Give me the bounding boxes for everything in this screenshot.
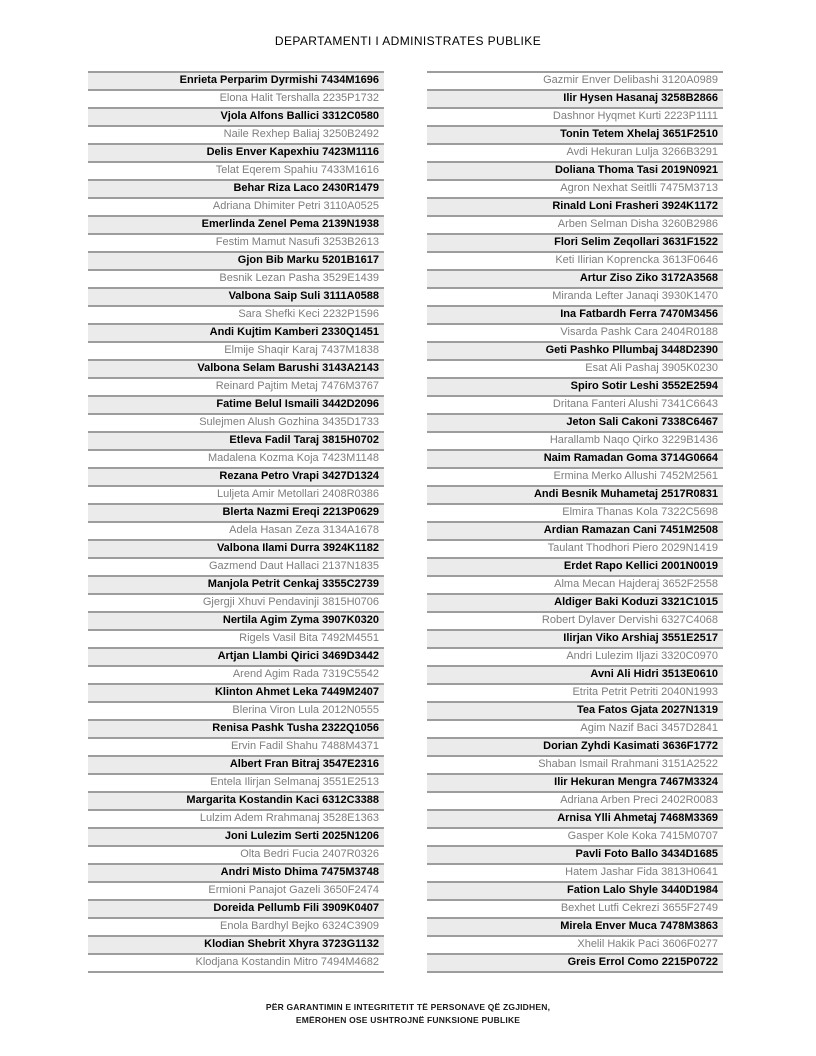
list-item: Andri Misto Dhima 7475M3748	[88, 865, 384, 883]
list-item: Enola Bardhyl Bejko 6324C3909	[88, 919, 384, 937]
list-item: Arben Selman Disha 3260B2986	[427, 217, 723, 235]
list-item: Esat Ali Pashaj 3905K0230	[427, 361, 723, 379]
list-item: Dritana Fanteri Alushi 7341C6643	[427, 397, 723, 415]
list-item: Entela Ilirjan Selmanaj 3551E2513	[88, 775, 384, 793]
list-item: Gasper Kole Koka 7415M0707	[427, 829, 723, 847]
list-item: Agim Nazif Baci 3457D2841	[427, 721, 723, 739]
list-item: Xhelil Hakik Paci 3606F0277	[427, 937, 723, 955]
name-list-column-left	[88, 71, 384, 973]
list-item: Pavli Foto Ballo 3434D1685	[427, 847, 723, 865]
list-item: Enrieta Perparim Dyrmishi 7434M1696	[88, 73, 384, 91]
list-item: Etleva Fadil Taraj 3815H0702	[88, 433, 384, 451]
list-item: Miranda Lefter Janaqi 3930K1470	[427, 289, 723, 307]
name-list-column-right	[427, 71, 723, 973]
list-item: Elona Halit Tershalla 2235P1732	[88, 91, 384, 109]
list-item: Rinald Loni Frasheri 3924K1172	[427, 199, 723, 217]
list-item: Hatem Jashar Fida 3813H0641	[427, 865, 723, 883]
list-item: Jeton Sali Cakoni 7338C6467	[427, 415, 723, 433]
list-item: Sara Shefki Keci 2232P1596	[88, 307, 384, 325]
list-item: Andi Kujtim Kamberi 2330Q1451	[88, 325, 384, 343]
list-item: Ilir Hekuran Mengra 7467M3324	[427, 775, 723, 793]
list-item: Klodian Shebrit Xhyra 3723G1132	[88, 937, 384, 955]
list-item: Ina Fatbardh Ferra 7470M3456	[427, 307, 723, 325]
list-item: Margarita Kostandin Kaci 6312C3388	[88, 793, 384, 811]
list-item: Alma Mecan Hajderaj 3652F2558	[427, 577, 723, 595]
list-item: Greis Errol Como 2215P0722	[427, 955, 723, 973]
list-item: Avni Ali Hidri 3513E0610	[427, 667, 723, 685]
list-item: Spiro Sotir Leshi 3552E2594	[427, 379, 723, 397]
list-item: Ermina Merko Allushi 7452M2561	[427, 469, 723, 487]
list-item: Telat Eqerem Spahiu 7433M1616	[88, 163, 384, 181]
list-item: Lulzim Adem Rrahmanaj 3528E1363	[88, 811, 384, 829]
list-item: Tea Fatos Gjata 2027N1319	[427, 703, 723, 721]
list-item: Gazmend Daut Hallaci 2137N1835	[88, 559, 384, 577]
list-item: Tonin Tetem Xhelaj 3651F2510	[427, 127, 723, 145]
list-item: Manjola Petrit Cenkaj 3355C2739	[88, 577, 384, 595]
list-item: Adriana Arben Preci 2402R0083	[427, 793, 723, 811]
list-item: Albert Fran Bitraj 3547E2316	[88, 757, 384, 775]
list-item: Ardian Ramazan Cani 7451M2508	[427, 523, 723, 541]
list-item: Artjan Llambi Qirici 3469D3442	[88, 649, 384, 667]
list-item: Ilir Hysen Hasanaj 3258B2866	[427, 91, 723, 109]
list-item: Luljeta Amir Metollari 2408R0386	[88, 487, 384, 505]
list-item: Bexhet Lutfi Cekrezi 3655F2749	[427, 901, 723, 919]
list-item: Klodjana Kostandin Mitro 7494M4682	[88, 955, 384, 973]
list-item: Erdet Rapo Kellici 2001N0019	[427, 559, 723, 577]
list-item: Klinton Ahmet Leka 7449M2407	[88, 685, 384, 703]
list-item: Flori Selim Zeqollari 3631F1522	[427, 235, 723, 253]
list-item: Delis Enver Kapexhiu 7423M1116	[88, 145, 384, 163]
list-item: Naile Rexhep Baliaj 3250B2492	[88, 127, 384, 145]
list-item: Valbona Selam Barushi 3143A2143	[88, 361, 384, 379]
list-item: Behar Riza Laco 2430R1479	[88, 181, 384, 199]
list-item: Fatime Belul Ismaili 3442D2096	[88, 397, 384, 415]
list-item: Sulejmen Alush Gozhina 3435D1733	[88, 415, 384, 433]
list-item: Ilirjan Viko Arshiaj 3551E2517	[427, 631, 723, 649]
list-item: Arnisa Ylli Ahmetaj 7468M3369	[427, 811, 723, 829]
list-item: Dashnor Hyqmet Kurti 2223P1111	[427, 109, 723, 127]
list-item: Taulant Thodhori Piero 2029N1419	[427, 541, 723, 559]
footer-line-1: PËR GARANTIMIN E INTEGRITETIT TË PERSONAVE QË ZGJIDHEN,	[265, 1002, 551, 1012]
list-item: Adela Hasan Zeza 3134A1678	[88, 523, 384, 541]
list-item: Adriana Dhimiter Petri 3110A0525	[88, 199, 384, 217]
list-item: Joni Lulezim Serti 2025N1206	[88, 829, 384, 847]
list-item: Visarda Pashk Cara 2404R0188	[427, 325, 723, 343]
list-item: Aldiger Baki Koduzi 3321C1015	[427, 595, 723, 613]
list-item: Ermioni Panajot Gazeli 3650F2474	[88, 883, 384, 901]
list-item: Reinard Pajtim Metaj 7476M3767	[88, 379, 384, 397]
list-item: Doliana Thoma Tasi 2019N0921	[427, 163, 723, 181]
list-item: Gazmir Enver Delibashi 3120A0989	[427, 73, 723, 91]
list-item: Geti Pashko Pllumbaj 3448D2390	[427, 343, 723, 361]
list-item: Naim Ramadan Goma 3714G0664	[427, 451, 723, 469]
list-item: Doreida Pellumb Fili 3909K0407	[88, 901, 384, 919]
list-item: Emerlinda Zenel Pema 2139N1938	[88, 217, 384, 235]
list-item: Festim Mamut Nasufi 3253B2613	[88, 235, 384, 253]
list-item: Avdi Hekuran Lulja 3266B3291	[427, 145, 723, 163]
list-item: Ervin Fadil Shahu 7488M4371	[88, 739, 384, 757]
list-item: Rezana Petro Vrapi 3427D1324	[88, 469, 384, 487]
list-item: Madalena Kozma Koja 7423M1148	[88, 451, 384, 469]
list-item: Valbona Ilami Durra 3924K1182	[88, 541, 384, 559]
list-item: Gjergji Xhuvi Pendavinji 3815H0706	[88, 595, 384, 613]
list-item: Elmije Shaqir Karaj 7437M1838	[88, 343, 384, 361]
list-item: Mirela Enver Muca 7478M3863	[427, 919, 723, 937]
page-title: DEPARTAMENTI I ADMINISTRATES PUBLIKE	[274, 34, 542, 48]
list-item: Andri Lulezim Iljazi 3320C0970	[427, 649, 723, 667]
list-item: Dorian Zyhdi Kasimati 3636F1772	[427, 739, 723, 757]
list-item: Andi Besnik Muhametaj 2517R0831	[427, 487, 723, 505]
name-list	[88, 71, 723, 973]
list-item: Blerta Nazmi Ereqi 2213P0629	[88, 505, 384, 523]
list-item: Harallamb Naqo Qirko 3229B1436	[427, 433, 723, 451]
list-item: Valbona Saip Suli 3111A0588	[88, 289, 384, 307]
footer-line-2: EMËROHEN OSE USHTROJNË FUNKSIONE PUBLIKE	[295, 1015, 521, 1025]
list-item: Shaban Ismail Rrahmani 3151A2522	[427, 757, 723, 775]
list-item: Artur Ziso Ziko 3172A3568	[427, 271, 723, 289]
list-item: Besnik Lezan Pasha 3529E1439	[88, 271, 384, 289]
list-item: Blerina Viron Lula 2012N0555	[88, 703, 384, 721]
list-item: Rigels Vasil Bita 7492M4551	[88, 631, 384, 649]
list-item: Robert Dylaver Dervishi 6327C4068	[427, 613, 723, 631]
list-item: Olta Bedri Fucia 2407R0326	[88, 847, 384, 865]
list-item: Agron Nexhat Seitlli 7475M3713	[427, 181, 723, 199]
list-item: Vjola Alfons Ballici 3312C0580	[88, 109, 384, 127]
list-item: Renisa Pashk Tusha 2322Q1056	[88, 721, 384, 739]
footer-note	[0, 1001, 816, 1027]
list-item: Gjon Bib Marku 5201B1617	[88, 253, 384, 271]
list-item: Arend Agim Rada 7319C5542	[88, 667, 384, 685]
list-item: Etrita Petrit Petriti 2040N1993	[427, 685, 723, 703]
list-item: Nertila Agim Zyma 3907K0320	[88, 613, 384, 631]
list-item: Keti Ilirian Koprencka 3613F0646	[427, 253, 723, 271]
list-item: Elmira Thanas Kola 7322C5698	[427, 505, 723, 523]
list-item: Fation Lalo Shyle 3440D1984	[427, 883, 723, 901]
